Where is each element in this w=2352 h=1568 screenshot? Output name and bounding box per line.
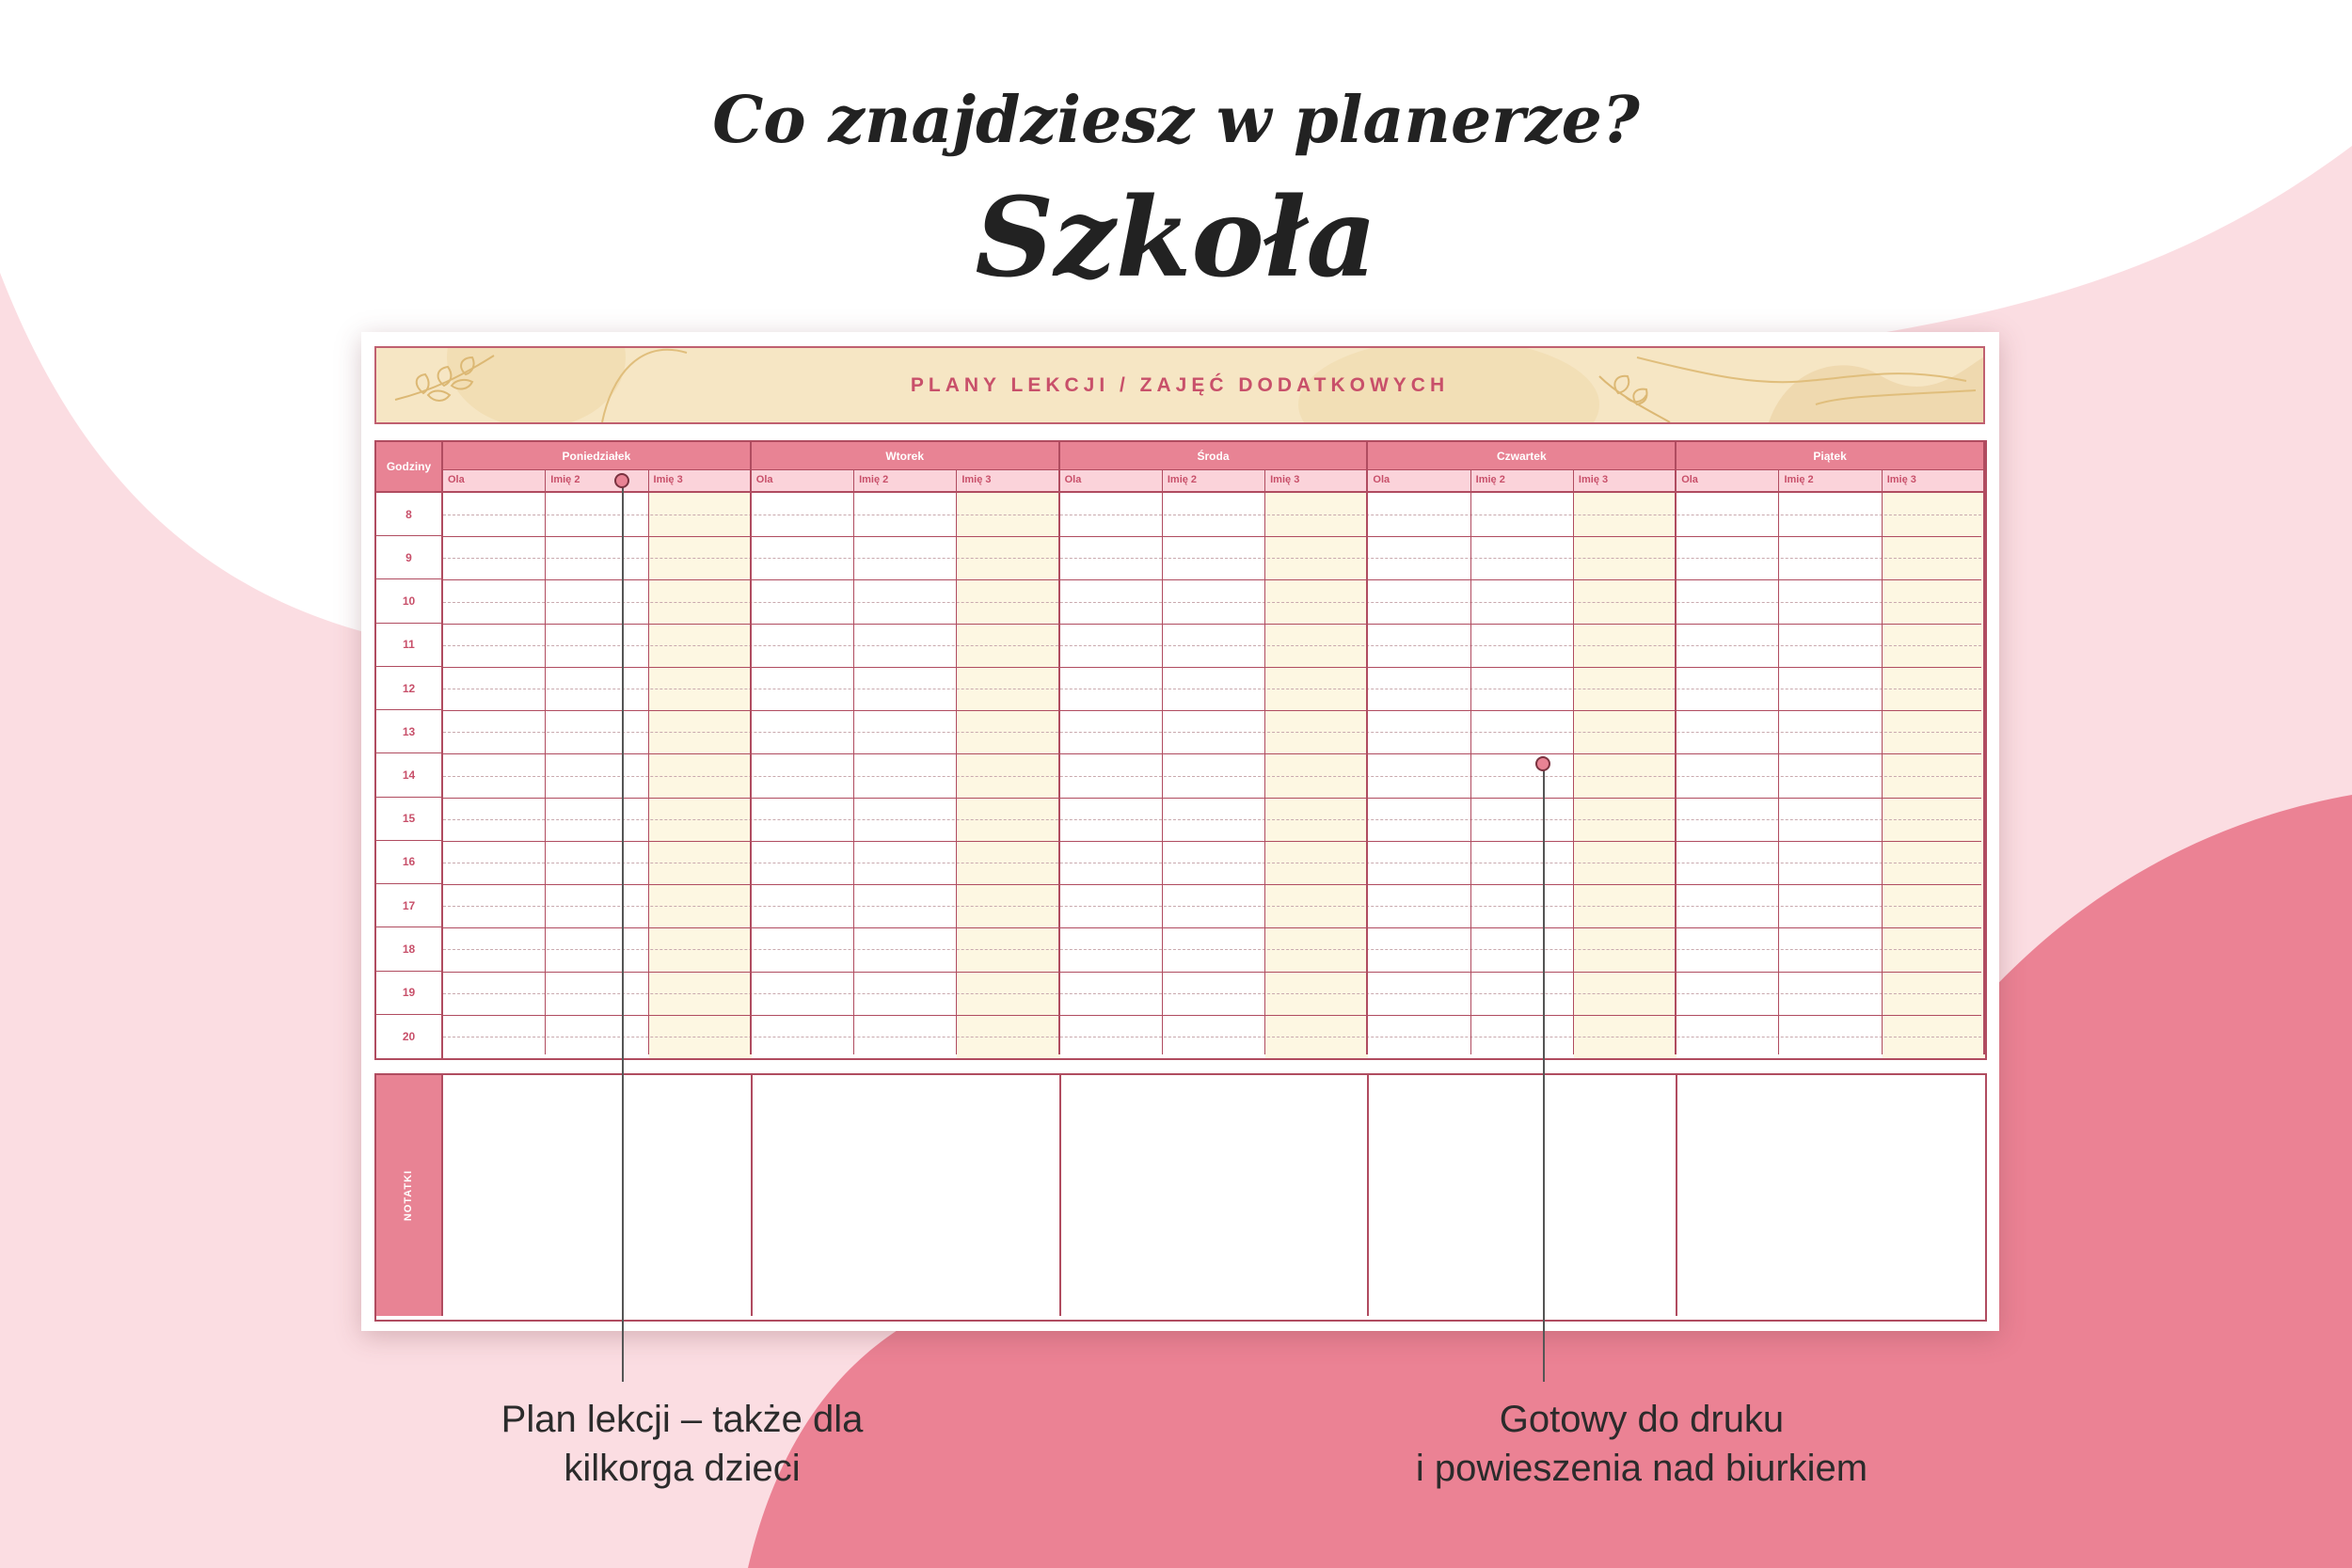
hour-label: 10 — [376, 579, 443, 623]
column-line — [1058, 493, 1060, 1054]
column-line — [1882, 493, 1883, 1054]
hour-label: 13 — [376, 710, 443, 753]
hour-line — [443, 536, 1981, 537]
day-header: Środa — [1060, 442, 1369, 470]
person-header: Ola — [752, 470, 854, 493]
hour-line — [443, 710, 1981, 711]
hour-label: 12 — [376, 667, 443, 710]
callout-line-right — [1543, 764, 1545, 1382]
hour-label: 8 — [376, 493, 443, 536]
column-line — [648, 493, 649, 1054]
half-hour-line — [443, 602, 1981, 603]
caption-left-line-2: kilkorga dzieci — [564, 1448, 801, 1489]
caption-right-line-1: Gotowy do druku — [1499, 1399, 1785, 1440]
hour-label: 11 — [376, 624, 443, 667]
hour-line — [443, 841, 1981, 842]
hour-label: 16 — [376, 841, 443, 884]
hour-label: 19 — [376, 972, 443, 1015]
column-line — [956, 493, 957, 1054]
notes-divider — [1059, 1075, 1061, 1316]
person-header: Imię 2 — [1471, 470, 1574, 493]
half-hour-line — [443, 558, 1981, 559]
half-hour-line — [443, 645, 1981, 646]
person-header: Imię 2 — [1779, 470, 1882, 493]
hour-label: 9 — [376, 536, 443, 579]
hour-label: 14 — [376, 753, 443, 797]
hour-label: 20 — [376, 1015, 443, 1058]
callout-line-left — [622, 482, 624, 1382]
hour-line — [443, 884, 1981, 885]
hours-header: Godziny — [376, 442, 443, 493]
half-hour-line — [443, 906, 1981, 907]
hour-line — [443, 1015, 1981, 1016]
hour-line — [443, 667, 1981, 668]
notes-divider — [1367, 1075, 1369, 1316]
callout-dot-left — [614, 473, 629, 488]
day-header: Wtorek — [752, 442, 1060, 470]
notes-divider — [1676, 1075, 1677, 1316]
column-line — [750, 493, 752, 1054]
person-header: Imię 3 — [649, 470, 752, 493]
column-line — [1983, 493, 1985, 1054]
caption-right-line-2: i powieszenia nad biurkiem — [1415, 1448, 1868, 1489]
timetable-grid — [374, 440, 1987, 1060]
person-header: Imię 3 — [1265, 470, 1368, 493]
hour-label: 15 — [376, 798, 443, 841]
day-header: Poniedziałek — [443, 442, 752, 470]
hour-line — [443, 972, 1981, 973]
planner-banner-title: PLANY LEKCJI / ZAJĘĆ DODATKOWYCH — [910, 374, 1450, 396]
column-line — [1778, 493, 1779, 1054]
column-line — [853, 493, 854, 1054]
half-hour-line — [443, 732, 1981, 733]
column-line — [545, 493, 546, 1054]
hour-line — [443, 927, 1981, 928]
column-line — [1470, 493, 1471, 1054]
half-hour-line — [443, 819, 1981, 820]
hour-line — [443, 624, 1981, 625]
column-line — [1264, 493, 1265, 1054]
column-line — [1162, 493, 1163, 1054]
person-header: Imię 3 — [1883, 470, 1985, 493]
day-header: Czwartek — [1368, 442, 1677, 470]
caption-left-line-1: Plan lekcji – także dla — [501, 1399, 864, 1440]
page-title: Szkoła — [975, 174, 1377, 302]
person-header: Imię 2 — [546, 470, 648, 493]
notes-section — [374, 1073, 1987, 1322]
caption-right — [1298, 1395, 1985, 1493]
caption-left — [395, 1395, 969, 1493]
column-line — [1675, 493, 1677, 1054]
half-hour-line — [443, 993, 1981, 994]
person-header: Ola — [1060, 470, 1163, 493]
half-hour-line — [443, 776, 1981, 777]
hour-label: 17 — [376, 884, 443, 927]
person-header: Imię 2 — [1163, 470, 1265, 493]
person-header: Imię 3 — [1574, 470, 1677, 493]
page-subtitle: Co znajdziesz w planerze? — [712, 83, 1640, 158]
half-hour-line — [443, 949, 1981, 950]
person-header: Ola — [1368, 470, 1470, 493]
callout-dot-right — [1535, 756, 1550, 771]
column-line — [1573, 493, 1574, 1054]
planner-sheet — [361, 332, 1999, 1331]
person-header: Ola — [1677, 470, 1779, 493]
planner-banner — [374, 346, 1985, 424]
person-header: Imię 2 — [854, 470, 957, 493]
column-line — [1366, 493, 1368, 1054]
hour-line — [443, 753, 1981, 754]
hour-line — [443, 798, 1981, 799]
notes-label: NOTATKI — [402, 1169, 414, 1222]
hour-line — [443, 579, 1981, 580]
day-header: Piątek — [1677, 442, 1985, 470]
person-header: Ola — [443, 470, 546, 493]
person-header: Imię 3 — [957, 470, 1059, 493]
notes-divider — [751, 1075, 753, 1316]
hour-label: 18 — [376, 927, 443, 971]
